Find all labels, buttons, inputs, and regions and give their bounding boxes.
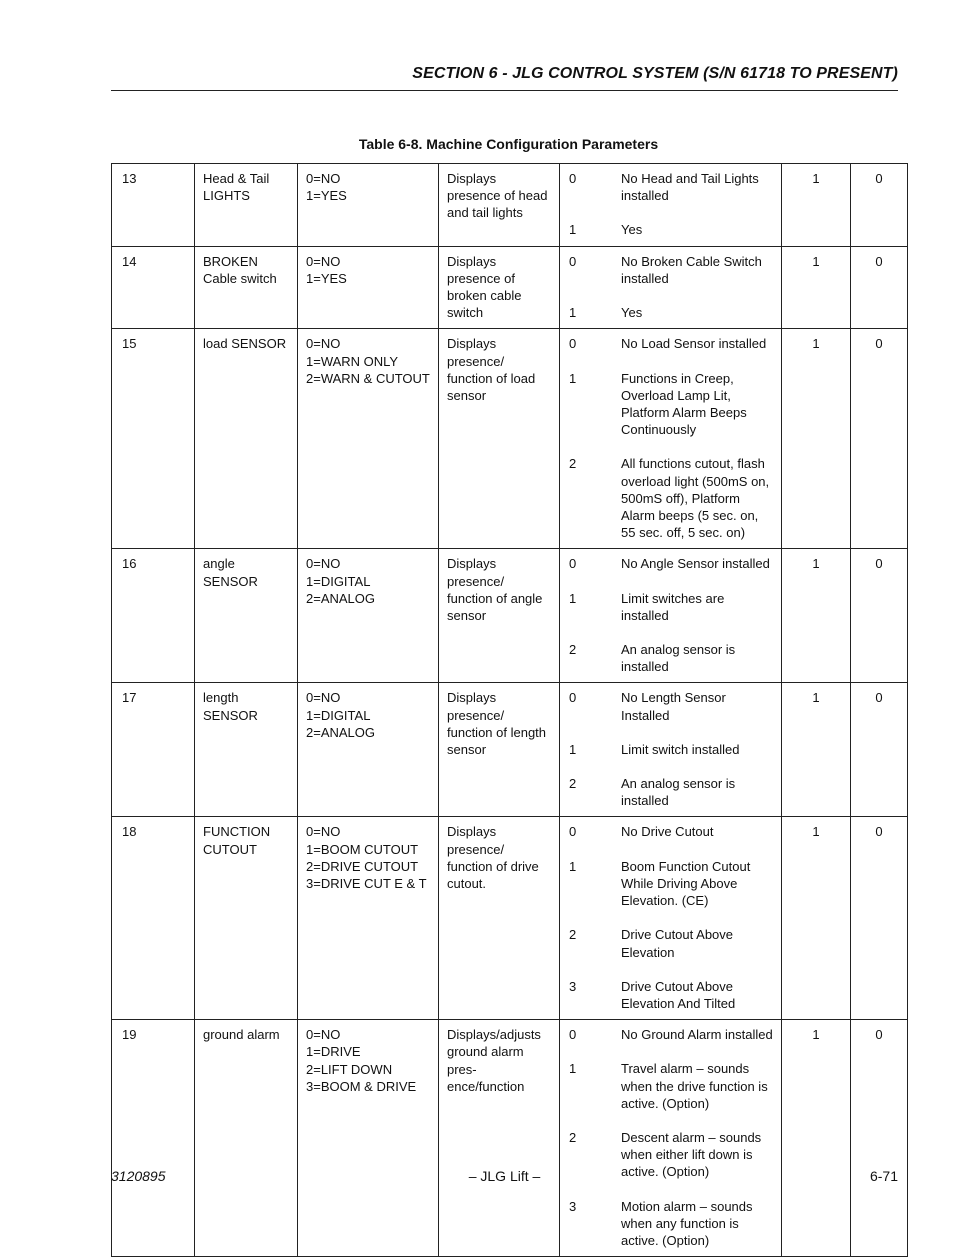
option-item: [568, 370, 773, 439]
parameter-options: [560, 817, 782, 1020]
parameter-number: 14: [112, 246, 195, 329]
option-value: 3: [569, 978, 577, 994]
parameter-name: angle SENSOR: [195, 549, 298, 683]
range-value: 1=DIGITAL: [306, 707, 371, 723]
option-value: 3: [569, 1198, 577, 1214]
option-item: [568, 1060, 773, 1112]
parameter-name: length SENSOR: [195, 683, 298, 817]
range-value: 1=WARN ONLY: [306, 353, 399, 369]
range-value: 0=NO: [306, 556, 341, 572]
option-item: [568, 170, 773, 204]
range-value: 1=BOOM CUTOUT: [306, 841, 419, 857]
range-value: 1=DIGITAL: [306, 573, 371, 589]
default-value: 1: [782, 246, 851, 329]
option-text: Limit switches are installed: [621, 590, 725, 623]
range-value: 1=YES: [306, 270, 347, 286]
page-number: 6-71: [869, 1168, 898, 1184]
parameter-number: 19: [112, 1020, 195, 1257]
option-value: 1: [569, 741, 577, 757]
minimum-value: 0: [851, 683, 908, 817]
parameter-options: [560, 683, 782, 817]
table-row: [112, 246, 908, 329]
option-value: 1: [569, 370, 577, 386]
option-value: 2: [569, 1129, 577, 1145]
option-item: [568, 253, 773, 287]
parameter-options: [560, 549, 782, 683]
parameter-name: ground alarm: [195, 1020, 298, 1257]
option-item: [568, 455, 773, 541]
range-value: 2=ANALOG: [306, 724, 376, 740]
footer-brand: – JLG Lift –: [468, 1168, 541, 1184]
section-title: SECTION 6 - JLG CONTROL SYSTEM (S/N 61718 TO PRESENT): [412, 65, 898, 82]
default-value: 1: [782, 1020, 851, 1257]
option-text: No Drive Cutout: [621, 824, 714, 840]
option-text: Travel alarm – sounds when the drive function is active. (Option): [621, 1061, 768, 1111]
option-item: [568, 741, 773, 758]
parameter-options: [560, 164, 782, 247]
parameter-range: [298, 549, 439, 683]
option-text: Limit switch installed: [621, 741, 740, 757]
default-value: 1: [782, 549, 851, 683]
option-value: 0: [569, 556, 577, 572]
table-row: [112, 683, 908, 817]
default-value: 1: [782, 329, 851, 549]
range-value: 0=NO: [306, 1027, 341, 1043]
option-text: No Angle Sensor installed: [621, 556, 770, 572]
option-text: Yes: [621, 222, 643, 238]
option-text: Yes: [621, 305, 643, 321]
range-value: 0=NO: [306, 336, 341, 352]
option-text: No Length Sensor Installed: [621, 690, 726, 723]
option-item: [568, 858, 773, 910]
parameter-range: [298, 246, 439, 329]
parameter-range: [298, 683, 439, 817]
option-text: An analog sensor is installed: [621, 776, 736, 809]
range-value: 0=NO: [306, 171, 341, 186]
option-text: No Load Sensor installed: [621, 336, 767, 352]
option-value: 1: [569, 1061, 577, 1077]
option-text: Descent alarm – sounds when either lift down is active. (Option): [621, 1129, 762, 1180]
option-item: [568, 926, 773, 960]
range-value: 3=DRIVE CUT E & T: [306, 876, 427, 892]
parameter-number: 18: [112, 817, 195, 1020]
document-number: 3120895: [111, 1168, 166, 1184]
range-value: 2=WARN & CUTOUT: [306, 370, 430, 386]
option-item: [568, 304, 773, 321]
minimum-value: 0: [851, 549, 908, 683]
option-value: 2: [569, 927, 577, 943]
option-item: [568, 823, 773, 840]
option-value: 0: [569, 336, 577, 352]
default-value: 1: [782, 817, 851, 1020]
table-row: [112, 1020, 908, 1257]
parameter-number: 17: [112, 683, 195, 817]
parameter-options: [560, 329, 782, 549]
option-text: No Ground Alarm installed: [621, 1027, 773, 1043]
option-value: 0: [569, 171, 577, 186]
minimum-value: 0: [851, 329, 908, 549]
parameter-description: Displays presence of head and tail lights: [439, 164, 560, 247]
range-value: 1=DRIVE: [306, 1044, 361, 1060]
option-text: No Head and Tail Lights installed: [621, 171, 759, 204]
parameter-options: [560, 1020, 782, 1257]
option-text: An analog sensor is installed: [621, 642, 736, 675]
parameter-description: Displays presence of broken cable switch: [439, 246, 560, 329]
configuration-table: [111, 163, 908, 1257]
option-value: 1: [569, 222, 577, 238]
minimum-value: 0: [851, 1020, 908, 1257]
option-item: [568, 555, 773, 572]
range-value: 0=NO: [306, 824, 341, 840]
range-value: 3=BOOM & DRIVE: [306, 1078, 417, 1094]
option-text: No Broken Cable Switch installed: [621, 253, 762, 286]
default-value: 1: [782, 164, 851, 247]
range-value: 2=DRIVE CUTOUT: [306, 858, 419, 874]
option-value: 1: [569, 858, 577, 874]
parameter-number: 15: [112, 329, 195, 549]
table-caption: Table 6-8. Machine Configuration Parameters: [358, 136, 659, 152]
option-item: [568, 775, 773, 809]
parameter-name: BROKEN Cable switch: [195, 246, 298, 329]
range-value: 0=NO: [306, 690, 341, 706]
range-value: 2=ANALOG: [306, 590, 376, 606]
option-item: [568, 335, 773, 352]
parameter-options: [560, 246, 782, 329]
parameter-description: Displays presence/ function of length sensor: [439, 683, 560, 817]
option-text: Boom Function Cutout While Driving Above Elevation. (CE): [621, 858, 751, 909]
option-item: [568, 1026, 773, 1043]
page-header: [111, 64, 898, 90]
option-value: 0: [569, 690, 577, 706]
table-row: [112, 164, 908, 247]
range-value: 2=LIFT DOWN: [306, 1061, 393, 1077]
parameter-description: Displays presence/ function of angle sensor: [439, 549, 560, 683]
table-body: [112, 164, 908, 1257]
parameter-name: load SENSOR: [195, 329, 298, 549]
range-value: 1=YES: [306, 188, 347, 204]
option-text: Drive Cutout Above Elevation: [621, 927, 734, 960]
option-value: 0: [569, 253, 577, 269]
minimum-value: 0: [851, 246, 908, 329]
option-text: Motion alarm – sounds when any function is active. (Option): [621, 1198, 753, 1248]
option-value: 1: [569, 590, 577, 606]
option-text: Functions in Creep, Overload Lamp Lit, Platform Alarm Beeps Continuously: [621, 370, 747, 438]
parameter-description: Displays presence/ function of load sensor: [439, 329, 560, 549]
parameter-description: Displays/adjusts ground alarm pres- ence/function: [439, 1020, 560, 1257]
minimum-value: 0: [851, 164, 908, 247]
page-footer: [111, 1168, 898, 1188]
option-item: [568, 978, 773, 1012]
option-value: 2: [569, 456, 577, 472]
parameter-range: [298, 1020, 439, 1257]
option-value: 2: [569, 642, 577, 658]
range-value: 0=NO: [306, 253, 341, 269]
option-text: Drive Cutout Above Elevation And Tilted: [621, 978, 736, 1011]
parameter-range: [298, 329, 439, 549]
option-item: [568, 641, 773, 675]
parameter-name: FUNCTION CUTOUT: [195, 817, 298, 1020]
option-text: All functions cutout, flash overload light (500mS on, 500mS off), Platform Alarm beeps (5 sec. on, 55 sec. off, 5 sec. on): [621, 456, 770, 541]
option-value: 2: [569, 776, 577, 792]
parameter-range: [298, 817, 439, 1020]
table-row: [112, 817, 908, 1020]
default-value: 1: [782, 683, 851, 817]
option-value: 0: [569, 1027, 577, 1043]
parameter-range: [298, 164, 439, 247]
parameter-number: 16: [112, 549, 195, 683]
option-value: 1: [569, 305, 577, 321]
table-row: [112, 549, 908, 683]
parameter-number: 13: [112, 164, 195, 247]
option-value: 0: [569, 824, 577, 840]
option-item: [568, 1198, 773, 1250]
parameter-name: Head & Tail LIGHTS: [195, 164, 298, 247]
table-row: [112, 329, 908, 549]
option-item: [568, 221, 773, 238]
option-item: [568, 689, 773, 723]
header-rule: [111, 90, 898, 91]
option-item: [568, 590, 773, 624]
parameter-description: Displays presence/ function of drive cutout.: [439, 817, 560, 1020]
minimum-value: 0: [851, 817, 908, 1020]
